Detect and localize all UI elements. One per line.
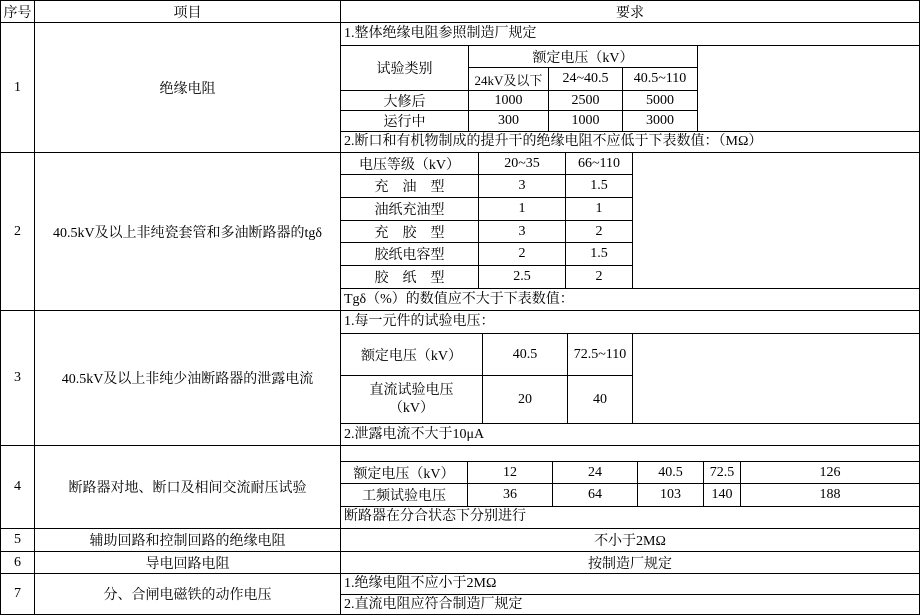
subtable2-row1-val1: 3 — [479, 175, 566, 198]
subtable3-row1-label: 额定电压（kV） — [341, 334, 483, 376]
subtable2-row5-val2: 2 — [566, 266, 633, 288]
subtable1-col3: 40.5~110 — [623, 68, 698, 91]
row1-no: 1 — [1, 23, 35, 153]
row5-item: 辅助回路和控制回路的绝缘电阻 — [35, 529, 341, 552]
row3-req-line2: 2.泄露电流不大于10μA — [341, 423, 919, 445]
subtable3-row2-val1: 20 — [483, 376, 568, 423]
row7-no: 7 — [1, 574, 35, 615]
subtable2-col1: 20~35 — [479, 153, 566, 175]
row4-req — [341, 446, 920, 529]
header-col-req: 要求 — [341, 1, 920, 23]
subtable3-spacer — [633, 334, 919, 423]
row7-req — [341, 574, 920, 615]
table-row-4 — [1, 446, 920, 529]
subtable3-row2-val2: 40 — [568, 376, 633, 423]
subtable4-row1-val5: 126 — [741, 462, 919, 484]
subtable1-group-header: 额定电压（kV） — [469, 46, 698, 68]
subtable3-row2-label-line2: （kV） — [388, 400, 435, 416]
table-row-3 — [1, 311, 920, 446]
row3-req — [341, 311, 920, 446]
subtable2-row2-label: 油纸充油型 — [341, 198, 479, 221]
subtable1-row2-val2: 1000 — [549, 111, 623, 131]
subtable4-row1-val1: 12 — [468, 462, 553, 484]
row7-item: 分、合闸电磁铁的动作电压 — [35, 574, 341, 615]
subtable2-row4-val1: 2 — [479, 243, 566, 266]
table-row-1 — [1, 23, 920, 153]
subtable2-row2-val2: 1 — [566, 198, 633, 221]
row1-req-line2: 2.断口和有机物制成的提升干的绝缘电阻不应低于下表数值：（MΩ） — [341, 131, 919, 152]
subtable2-row1-val2: 1.5 — [566, 175, 633, 198]
row4-item: 断路器对地、断口及相间交流耐压试验 — [35, 446, 341, 529]
table-row-2 — [1, 153, 920, 311]
subtable2-row3-val1: 3 — [479, 221, 566, 243]
subtable1-row2-val1: 300 — [469, 111, 549, 131]
subtable4-row1-label: 额定电压（kV） — [341, 462, 468, 484]
subtable2-row4-label: 胶纸电容型 — [341, 243, 479, 266]
subtable1-spacer — [698, 46, 919, 131]
header-row — [1, 1, 920, 23]
header-col-no: 序号 — [1, 1, 35, 23]
subtable4-row1-val4: 72.5 — [704, 462, 741, 484]
row7-req-line2: 2.直流电阻应符合制造厂规定 — [341, 594, 919, 614]
subtable1-row2-val3: 3000 — [623, 111, 698, 131]
row7-req-line1: 1.绝缘电阻不应小于2MΩ — [344, 576, 497, 591]
subtable2-header-label: 电压等级（kV） — [341, 153, 479, 175]
row6-item: 导电回路电阻 — [35, 552, 341, 574]
subtable4-row2-val5: 188 — [819, 487, 841, 502]
table-row-5 — [1, 529, 920, 552]
row3-no: 3 — [1, 311, 35, 446]
subtable4-row2-val1: 36 — [468, 484, 553, 506]
subtable2-spacer — [633, 153, 919, 288]
header-col-item: 项目 — [35, 1, 341, 23]
subtable4-row1-val2: 24 — [553, 462, 638, 484]
row6-req: 按制造厂规定 — [341, 552, 920, 574]
row3-req-line1: 1.每一元件的试验电压： — [344, 314, 495, 329]
row4-req-line: 断路器在分合状态下分别进行 — [341, 506, 919, 527]
subtable3-row2-label-line1: 直流试验电压 — [369, 382, 454, 398]
row1-req — [341, 23, 920, 153]
subtable1-row1-val2: 2500 — [549, 91, 623, 111]
row2-subtable — [341, 153, 919, 288]
table-row-6 — [1, 552, 920, 574]
subtable3-row1-val2: 72.5~110 — [568, 334, 633, 376]
subtable1-row1-label: 大修后 — [341, 91, 469, 111]
row2-no: 2 — [1, 153, 35, 311]
row2-req — [341, 153, 920, 311]
subtable4-row2-val4: 140 — [704, 484, 741, 506]
subtable1-col1: 24kV及以下 — [469, 68, 549, 91]
table-row-7 — [1, 574, 920, 615]
row2-req-line: Tgδ（%）的数值应不大于下表数值： — [341, 288, 919, 310]
subtable1-row1-val1: 1000 — [469, 91, 549, 111]
row2-item: 40.5kV及以上非纯瓷套管和多油断路器的tgδ — [35, 153, 341, 311]
subtable1-col2: 24~40.5 — [549, 68, 623, 91]
row1-subtable — [341, 45, 919, 131]
subtable1-row1-val3: 5000 — [623, 91, 698, 111]
subtable1-row2-label: 运行中 — [341, 111, 469, 131]
row4-req-spacer — [341, 446, 919, 461]
row1-req-line1: 1.整体绝缘电阻参照制造厂规定 — [344, 26, 537, 41]
subtable2-row2-val1: 1 — [479, 198, 566, 221]
row5-req: 不小于2MΩ — [341, 529, 920, 552]
subtable4-row2-val2: 64 — [553, 484, 638, 506]
row4-subtable — [341, 461, 919, 506]
subtable2-row3-label: 充 胶 型 — [341, 221, 479, 243]
subtable2-row5-val1: 2.5 — [479, 266, 566, 288]
subtable4-row2-label: 工频试验电压 — [341, 484, 468, 506]
subtable1-corner: 试验类别 — [341, 46, 469, 91]
row3-subtable — [341, 333, 919, 423]
row3-item: 40.5kV及以上非纯少油断路器的泄露电流 — [35, 311, 341, 446]
subtable2-row3-val2: 2 — [566, 221, 633, 243]
row5-no: 5 — [1, 529, 35, 552]
row1-item: 绝缘电阻 — [35, 23, 341, 153]
row4-no: 4 — [1, 446, 35, 529]
row6-no: 6 — [1, 552, 35, 574]
subtable2-row4-val2: 1.5 — [566, 243, 633, 266]
subtable2-col2: 66~110 — [566, 153, 633, 175]
subtable4-row2-val3: 103 — [638, 484, 704, 506]
subtable2-row5-label: 胶 纸 型 — [341, 266, 479, 288]
subtable3-row2-label — [341, 376, 483, 423]
subtable4-row1-val3: 40.5 — [638, 462, 704, 484]
subtable3-row1-val1: 40.5 — [483, 334, 568, 376]
subtable2-row1-label: 充 油 型 — [341, 175, 479, 198]
